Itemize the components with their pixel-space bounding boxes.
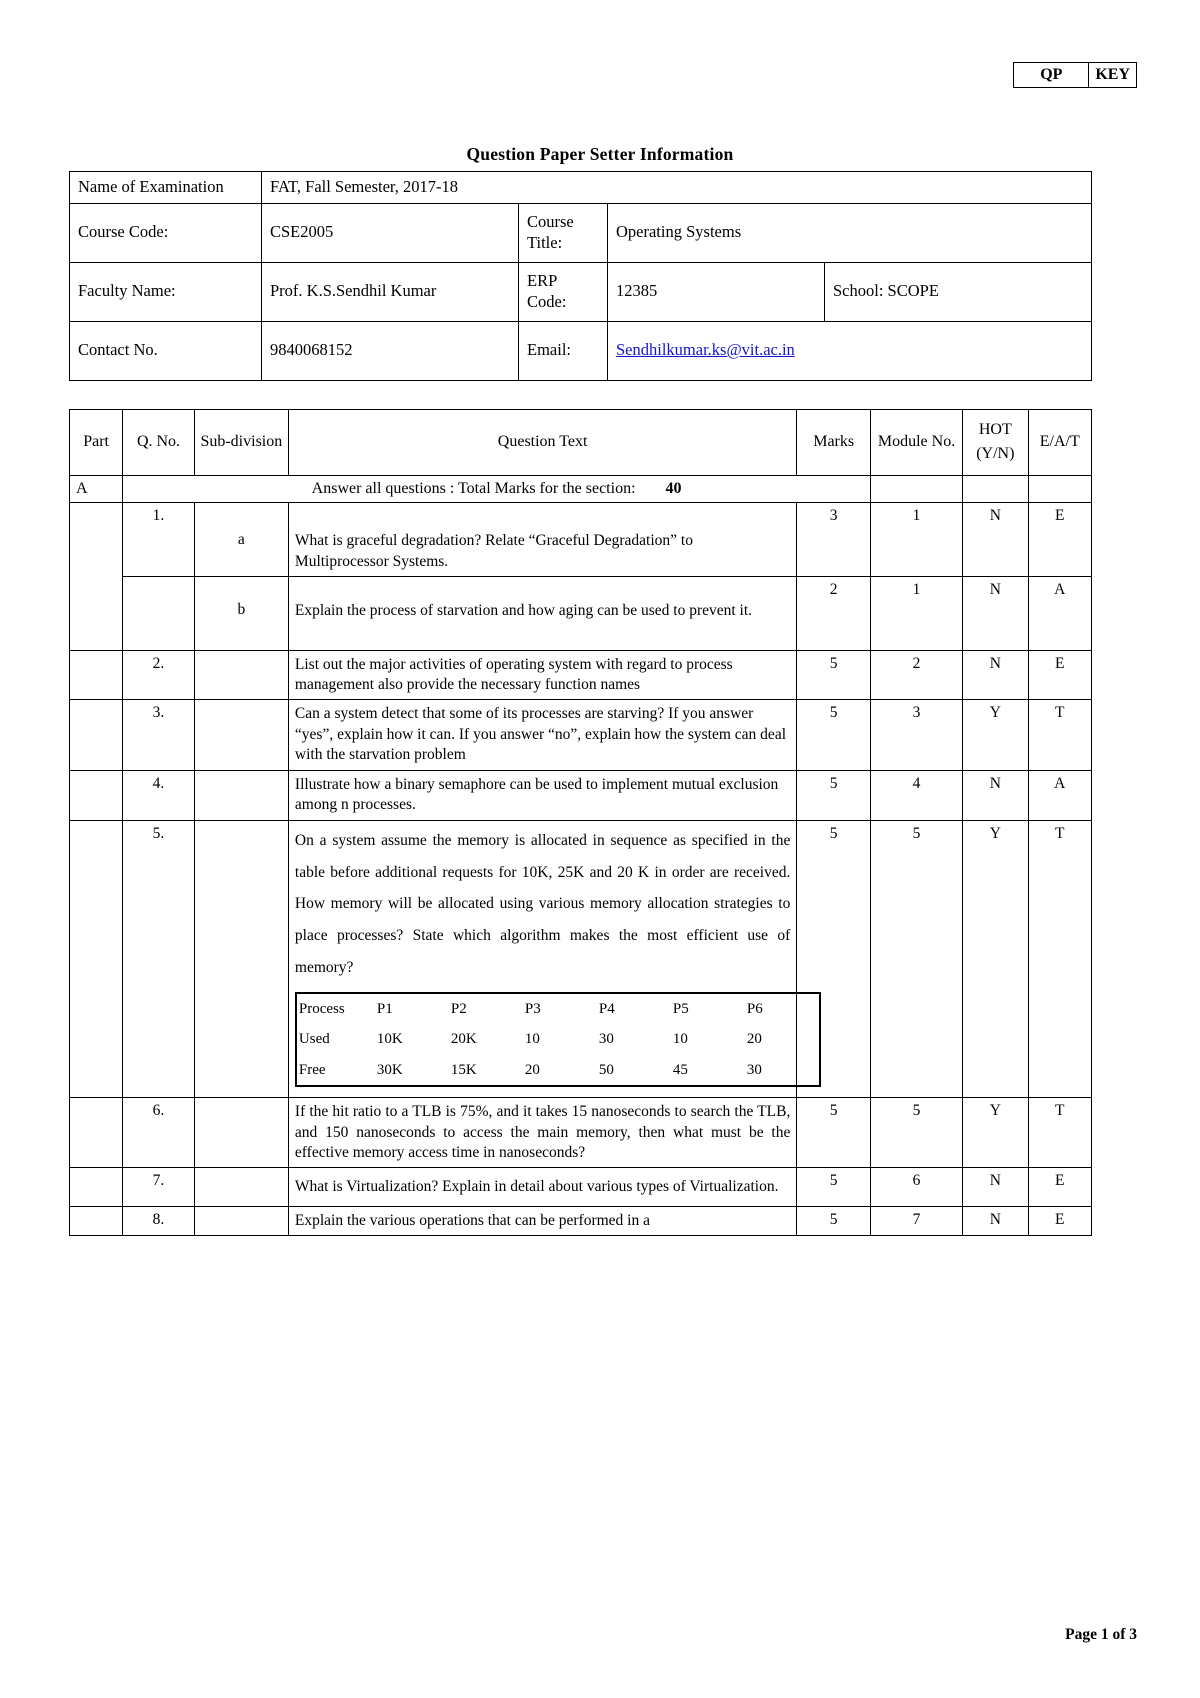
row-subdivision: b (194, 577, 288, 650)
page-footer: Page 1 of 3 (1065, 1626, 1137, 1643)
header-eat: E/A/T (1028, 409, 1091, 476)
row-eat: T (1028, 1098, 1091, 1168)
table-row (296, 1024, 820, 1055)
contact-no-label: Contact No. (70, 321, 262, 380)
row-marks: 5 (797, 770, 871, 820)
row-subdivision (194, 820, 288, 1097)
row-marks: 5 (797, 650, 871, 700)
key-label: KEY (1089, 63, 1137, 88)
row-hot: N (963, 503, 1028, 577)
row-part (70, 820, 123, 1097)
course-title-label: Course Title: (519, 203, 608, 262)
section-blank-module (871, 476, 963, 503)
row-module: 6 (871, 1168, 963, 1206)
qp-key-box (1013, 62, 1137, 88)
header-hot: HOT (Y/N) (963, 409, 1028, 476)
row-subdivision (194, 1168, 288, 1206)
row-hot: N (963, 1206, 1028, 1235)
row-hot: N (963, 1168, 1028, 1206)
row-subdivision: a (194, 503, 288, 577)
row-qno (123, 577, 195, 650)
table-row (70, 1098, 1092, 1168)
proc-cell: P4 (598, 1000, 615, 1017)
row-part (70, 700, 123, 770)
row-question-text: Explain the process of starvation and how aging can be used to prevent it. (288, 577, 796, 650)
proc-cell: 30 (598, 1031, 614, 1048)
course-code-label: Course Code: (70, 203, 262, 262)
row-question-cell (288, 820, 796, 1097)
proc-cell: 10K (376, 1031, 403, 1048)
table-row (70, 577, 1092, 650)
email-value-cell (608, 321, 1092, 380)
memory-allocation-table (295, 992, 821, 1088)
proc-cell: P6 (746, 1000, 763, 1017)
row-module: 1 (871, 577, 963, 650)
erp-code-label: ERP Code: (519, 262, 608, 321)
row-module: 4 (871, 770, 963, 820)
row-question-text: Can a system detect that some of its processes are starving? If you answer “yes”, explain how it can. If you answer “no”, explain how the system can deal with the starvation problem (288, 700, 796, 770)
row-eat: E (1028, 1206, 1091, 1235)
row-question-text: On a system assume the memory is allocated in sequence as specified in the table before additional requests for 10K, 25K and 20 K in order are received. How memory will be allocated using various memory allocation strategies to place processes? State which algorithm makes the most efficient use of memory? (294, 831, 791, 976)
table-row (70, 1168, 1092, 1206)
row-eat: T (1028, 820, 1091, 1097)
header-module-no: Module No. (871, 409, 963, 476)
row-marks: 5 (797, 1168, 871, 1206)
row-marks: 5 (797, 1098, 871, 1168)
row-marks: 5 (797, 700, 871, 770)
row-qno: 2. (123, 650, 195, 700)
proc-cell: P3 (524, 1000, 541, 1017)
row-qno: 8. (123, 1206, 195, 1235)
table-row (70, 700, 1092, 770)
header-question-text: Question Text (288, 409, 796, 476)
row-hot: Y (963, 700, 1028, 770)
row-marks: 3 (797, 503, 871, 577)
school-value: School: SCOPE (825, 262, 1092, 321)
proc-cell: 30K (376, 1061, 403, 1078)
proc-cell: 15K (450, 1061, 477, 1078)
proc-cell: P2 (450, 1000, 467, 1017)
proc-cell: Process (298, 1000, 345, 1017)
row-eat: A (1028, 577, 1091, 650)
row-part (70, 650, 123, 700)
row-qno: 3. (123, 700, 195, 770)
row-qno: 5. (123, 820, 195, 1097)
row-marks: 5 (797, 820, 871, 1097)
header-marks: Marks (797, 409, 871, 476)
proc-cell: 10 (672, 1031, 688, 1048)
table-row (70, 503, 1092, 577)
table-row (70, 203, 1092, 262)
row-module: 5 (871, 820, 963, 1097)
row-subdivision (194, 700, 288, 770)
row-part (70, 1168, 123, 1206)
row-question-text: Illustrate how a binary semaphore can be used to implement mutual exclusion among n processes. (288, 770, 796, 820)
proc-cell: 45 (672, 1061, 688, 1078)
proc-cell: 20 (524, 1061, 540, 1078)
contact-no-value: 9840068152 (262, 321, 519, 380)
row-marks: 5 (797, 1206, 871, 1235)
header-qno: Q. No. (123, 409, 195, 476)
section-total-marks: 40 (665, 480, 682, 498)
row-eat: E (1028, 503, 1091, 577)
row-hot: N (963, 770, 1028, 820)
row-module: 1 (871, 503, 963, 577)
row-subdivision (194, 770, 288, 820)
proc-cell: 30 (746, 1061, 762, 1078)
question-table (69, 409, 1092, 1237)
row-part (70, 503, 123, 650)
row-subdivision (194, 650, 288, 700)
row-module: 7 (871, 1206, 963, 1235)
email-link[interactable]: Sendhilkumar.ks@vit.ac.in (616, 340, 795, 360)
section-part: A (70, 476, 123, 503)
row-question-text: What is graceful degradation? Relate “Graceful Degradation” to Multiprocessor Systems. (288, 503, 796, 577)
faculty-name-value: Prof. K.S.Sendhil Kumar (262, 262, 519, 321)
table-row (296, 1055, 820, 1087)
exam-name-label: Name of Examination (70, 172, 262, 204)
proc-cell: 50 (598, 1061, 614, 1078)
section-blank-eat (1028, 476, 1091, 503)
row-hot: Y (963, 1098, 1028, 1168)
row-subdivision (194, 1098, 288, 1168)
table-row (70, 172, 1092, 204)
row-marks: 2 (797, 577, 871, 650)
row-eat: E (1028, 650, 1091, 700)
row-eat: T (1028, 700, 1091, 770)
setter-info-table (69, 171, 1092, 381)
table-row (70, 650, 1092, 700)
row-question-text: If the hit ratio to a TLB is 75%, and it takes 15 nanoseconds to search the TLB, and 150 nanoseconds to access the main memory, then what must be the effective memory access time in nanoseconds? (288, 1098, 796, 1168)
row-module: 3 (871, 700, 963, 770)
page-title: Question Paper Setter Information (466, 144, 734, 164)
row-eat: E (1028, 1168, 1091, 1206)
course-title-value: Operating Systems (608, 203, 1092, 262)
row-qno: 7. (123, 1168, 195, 1206)
section-header-row (70, 476, 1092, 503)
proc-cell: Used (298, 1031, 330, 1048)
section-banner (123, 476, 871, 503)
table-row (296, 993, 820, 1025)
row-part (70, 1206, 123, 1235)
section-banner-text: Answer all questions : Total Marks for the section: (311, 480, 636, 498)
header-subdivision: Sub-division (194, 409, 288, 476)
row-eat: A (1028, 770, 1091, 820)
header-part: Part (70, 409, 123, 476)
row-question-text: What is Virtualization? Explain in detail about various types of Virtualization. (288, 1168, 796, 1206)
row-qno: 4. (123, 770, 195, 820)
table-row (70, 820, 1092, 1097)
row-part (70, 770, 123, 820)
row-hot: N (963, 650, 1028, 700)
erp-code-value: 12385 (608, 262, 825, 321)
row-question-text: Explain the various operations that can be performed in a (288, 1206, 796, 1235)
faculty-name-label: Faculty Name: (70, 262, 262, 321)
row-qno: 1. (123, 503, 195, 577)
table-row (70, 321, 1092, 380)
row-subdivision (194, 1206, 288, 1235)
qp-label: QP (1014, 63, 1089, 88)
row-hot: N (963, 577, 1028, 650)
table-row (70, 770, 1092, 820)
exam-name-value: FAT, Fall Semester, 2017-18 (262, 172, 1092, 204)
row-hot: Y (963, 820, 1028, 1097)
email-label: Email: (519, 321, 608, 380)
proc-cell: 20K (450, 1031, 477, 1048)
proc-cell: P5 (672, 1000, 689, 1017)
table-row (70, 262, 1092, 321)
section-blank-hot (963, 476, 1028, 503)
proc-cell: P1 (376, 1000, 393, 1017)
course-code-value: CSE2005 (262, 203, 519, 262)
proc-cell: 20 (746, 1031, 762, 1048)
row-part (70, 1098, 123, 1168)
row-qno: 6. (123, 1098, 195, 1168)
row-module: 5 (871, 1098, 963, 1168)
proc-cell: 10 (524, 1031, 540, 1048)
proc-cell: Free (298, 1061, 326, 1078)
table-header-row (70, 409, 1092, 476)
row-question-text: List out the major activities of operating system with regard to process management also provide the necessary function names (288, 650, 796, 700)
table-row (70, 1206, 1092, 1235)
row-module: 2 (871, 650, 963, 700)
